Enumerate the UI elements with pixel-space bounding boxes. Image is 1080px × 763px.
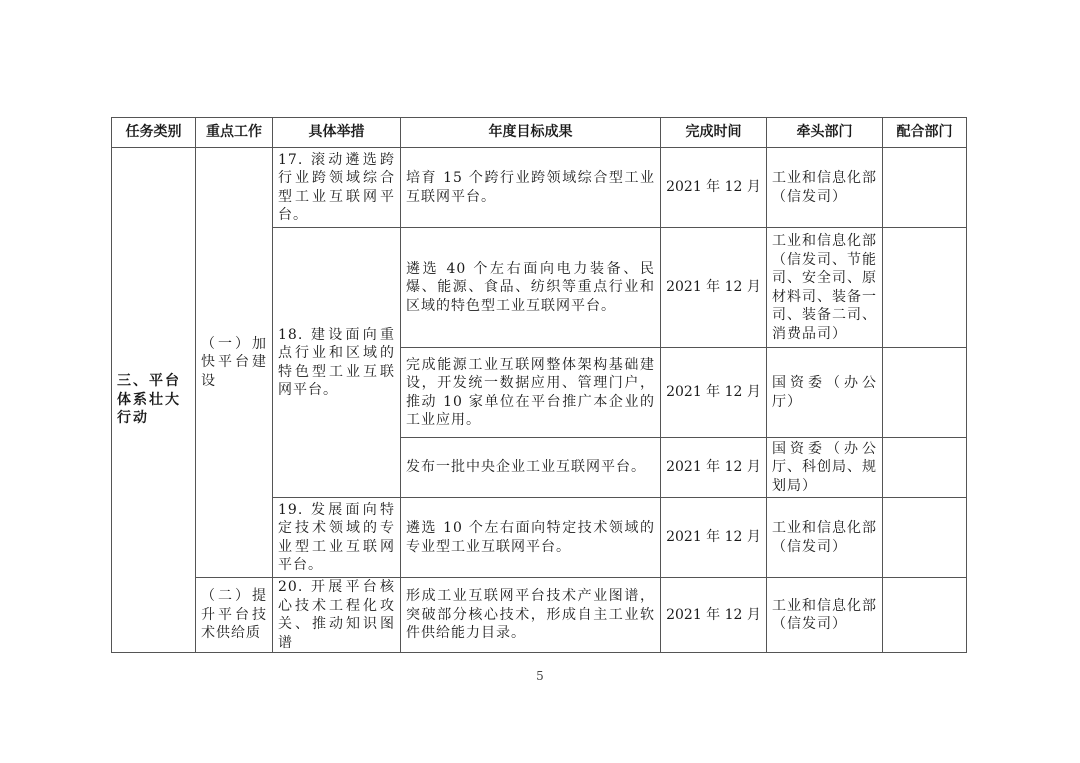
measure-cell: 20. 开展平台核心技术工程化攻关、推动知识图谱	[273, 578, 401, 653]
lead-cell: 国资委（办公厅、科创局、规划局）	[767, 438, 883, 498]
header-time: 完成时间	[661, 118, 767, 148]
lead-cell: 工业和信息化部（信发司、节能司、安全司、原材料司、装备一司、装备二司、消费品司）	[767, 228, 883, 348]
goal-cell: 发布一批中央企业工业互联网平台。	[401, 438, 661, 498]
header-goal: 年度目标成果	[401, 118, 661, 148]
goal-cell: 完成能源工业互联网整体架构基础建设，开发统一数据应用、管理门户，推动 10 家单位在平台推广本企业的工业应用。	[401, 348, 661, 438]
lead-cell: 工业和信息化部（信发司）	[767, 578, 883, 653]
header-focus: 重点工作	[196, 118, 273, 148]
focus-cell: （一）加快平台建设	[196, 148, 273, 578]
measure-cell: 17. 滚动遴选跨行业跨领域综合型工业互联网平台。	[273, 148, 401, 228]
coop-cell	[883, 348, 967, 438]
coop-cell	[883, 578, 967, 653]
header-row	[112, 118, 967, 148]
category-cell: 三、平台体系壮大行动	[112, 148, 196, 653]
measure-cell: 19. 发展面向特定技术领域的专业型工业互联网平台。	[273, 498, 401, 578]
measure-cell: 18. 建设面向重点行业和区域的特色型工业互联网平台。	[273, 228, 401, 498]
time-cell: 2021 年 12 月	[661, 498, 767, 578]
coop-cell	[883, 498, 967, 578]
table-row	[112, 148, 967, 228]
lead-cell: 国资委（办公厅）	[767, 348, 883, 438]
goal-cell: 培育 15 个跨行业跨领域综合型工业互联网平台。	[401, 148, 661, 228]
goal-cell: 形成工业互联网平台技术产业图谱，突破部分核心技术，形成自主工业软件供给能力目录。	[401, 578, 661, 653]
time-cell: 2021 年 12 月	[661, 348, 767, 438]
table-row	[112, 578, 967, 653]
header-coop: 配合部门	[883, 118, 967, 148]
header-category: 任务类别	[112, 118, 196, 148]
goal-cell: 遴选 10 个左右面向特定技术领域的专业型工业互联网平台。	[401, 498, 661, 578]
coop-cell	[883, 438, 967, 498]
time-cell: 2021 年 12 月	[661, 438, 767, 498]
time-cell: 2021 年 12 月	[661, 578, 767, 653]
focus-cell: （二）提升平台技术供给质	[196, 578, 273, 653]
page-number: 5	[536, 669, 544, 683]
lead-cell: 工业和信息化部（信发司）	[767, 148, 883, 228]
coop-cell	[883, 148, 967, 228]
header-lead: 牵头部门	[767, 118, 883, 148]
task-table	[111, 117, 967, 653]
time-cell: 2021 年 12 月	[661, 228, 767, 348]
lead-cell: 工业和信息化部（信发司）	[767, 498, 883, 578]
coop-cell	[883, 228, 967, 348]
time-cell: 2021 年 12 月	[661, 148, 767, 228]
header-measure: 具体举措	[273, 118, 401, 148]
goal-cell: 遴选 40 个左右面向电力装备、民爆、能源、食品、纺织等重点行业和区域的特色型工业互联网平台。	[401, 228, 661, 348]
